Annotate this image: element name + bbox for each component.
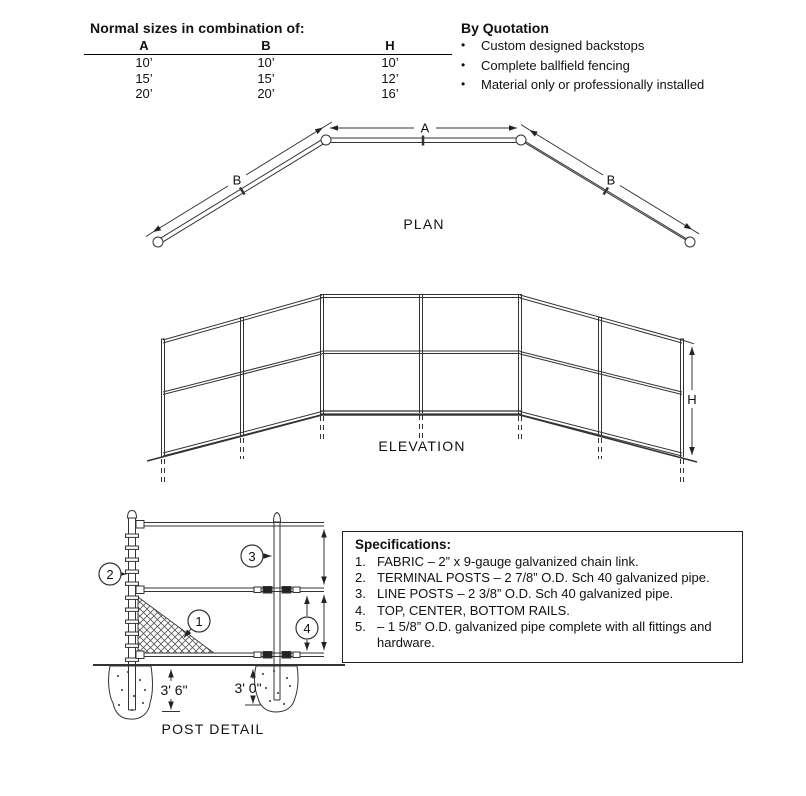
quotation-item-text: Custom designed backstops [481, 38, 645, 53]
spec-item-number: 3. [355, 586, 366, 602]
tension-bands [126, 534, 139, 661]
spec-item-number: 5. [355, 618, 366, 634]
size-table-col-a: A [139, 38, 149, 53]
spec-item-number: 2. [355, 570, 366, 586]
spec-item-number: 4. [355, 602, 366, 618]
spec-item [355, 603, 734, 619]
spec-item-number: 1. [355, 554, 366, 569]
elevation-post [680, 339, 684, 457]
bullet-icon: • [461, 77, 466, 91]
quotation-section [461, 20, 791, 95]
elevation-left-wing-rails [163, 295, 322, 456]
spec-item-text: FABRIC – 2” x 9-gauge galvanized chain link. [377, 554, 639, 569]
detail-top-rail [143, 523, 324, 527]
plan-drawing [146, 121, 699, 248]
left-footing [109, 666, 153, 719]
spec-item-text: LINE POSTS – 2 3/8” O.D. Sch 40 galvanized pipe. [377, 586, 674, 602]
size-cell: 10’ [381, 55, 399, 70]
post-detail-drawing [93, 511, 345, 738]
spec-item-text: TERMINAL POSTS – 2 7/8” O.D. Sch 40 galvanized pipe. [377, 570, 710, 586]
bullet-icon: • [461, 38, 466, 52]
callout-4-number: 4 [303, 621, 311, 636]
callout-4 [296, 596, 318, 651]
specifications-box [342, 531, 743, 663]
callout-2 [99, 563, 127, 585]
size-table-title: Normal sizes in combination of: [90, 20, 305, 36]
quotation-item [461, 75, 791, 95]
size-cell: 10’ [257, 55, 275, 70]
size-table-row [84, 71, 452, 87]
spec-item [355, 619, 734, 651]
size-cell: 15’ [135, 70, 153, 86]
callout-2-number: 2 [106, 567, 114, 582]
spec-item [355, 570, 734, 586]
elevation-view-label: ELEVATION [378, 438, 466, 454]
callout-3 [241, 545, 272, 567]
size-table-col-b: B [261, 38, 271, 53]
elevation-post [240, 318, 244, 437]
dim-a-label: A [420, 120, 430, 136]
dim-h-label: H [687, 392, 697, 407]
dim-b-right-line [620, 186, 692, 230]
size-cell: 10’ [135, 55, 153, 70]
terminal-post-cap [128, 511, 137, 519]
elevation-center-rail [322, 351, 520, 354]
plan-post-circle [321, 135, 331, 145]
callout-3-number: 3 [248, 549, 256, 564]
dim-b-right-label: B [606, 172, 616, 188]
size-cell: 12’ [381, 70, 399, 86]
spec-item-text: – 1 5/8” O.D. galvanized pipe complete with all fittings and hardware. [377, 618, 712, 651]
bullet-icon: • [461, 57, 466, 72]
elevation-bottom-rail [320, 411, 522, 414]
quotation-title: By Quotation [461, 20, 549, 36]
size-table-row [84, 55, 452, 71]
elevation-right-wing-rails [520, 295, 697, 456]
size-cell: 20’ [135, 86, 153, 101]
dim-depth-right-label: 3' 0" [234, 680, 262, 696]
spec-item [355, 586, 734, 602]
elevation-top-rail [320, 295, 522, 298]
post-detail-view-label: POST DETAIL [161, 721, 265, 737]
spec-item-text: TOP, CENTER, BOTTOM RAILS. [377, 602, 570, 618]
size-table-header [84, 38, 452, 55]
size-cell: 20’ [257, 86, 275, 101]
size-table-row [84, 86, 452, 102]
rail-tee-fittings [254, 587, 300, 659]
dim-depth-left-label: 3' 6" [160, 682, 188, 698]
callout-1-number: 1 [195, 614, 203, 629]
elevation-post [598, 318, 602, 437]
quotation-item-text: Material only or professionally installed [481, 77, 705, 92]
dim-b-left-label: B [232, 172, 242, 188]
line-post-cap [274, 513, 281, 523]
size-table [84, 20, 452, 102]
plan-post-circle [516, 135, 526, 145]
elevation-post [161, 339, 165, 457]
plan-view-label: PLAN [403, 216, 445, 232]
spec-item [355, 554, 734, 570]
size-cell: 16’ [381, 86, 399, 101]
size-table-col-h: H [385, 38, 395, 53]
callout-1 [184, 610, 210, 638]
size-cell: 15’ [257, 70, 275, 86]
specifications-title: Specifications: [355, 537, 452, 552]
dim-depth-left [160, 670, 187, 712]
quotation-item [461, 56, 791, 76]
plan-post-circle [153, 237, 163, 247]
quotation-item-text: Complete ballfield fencing [481, 57, 630, 73]
plan-post-circle [685, 237, 695, 247]
quotation-item [461, 36, 791, 56]
elevation-drawing [147, 294, 697, 484]
